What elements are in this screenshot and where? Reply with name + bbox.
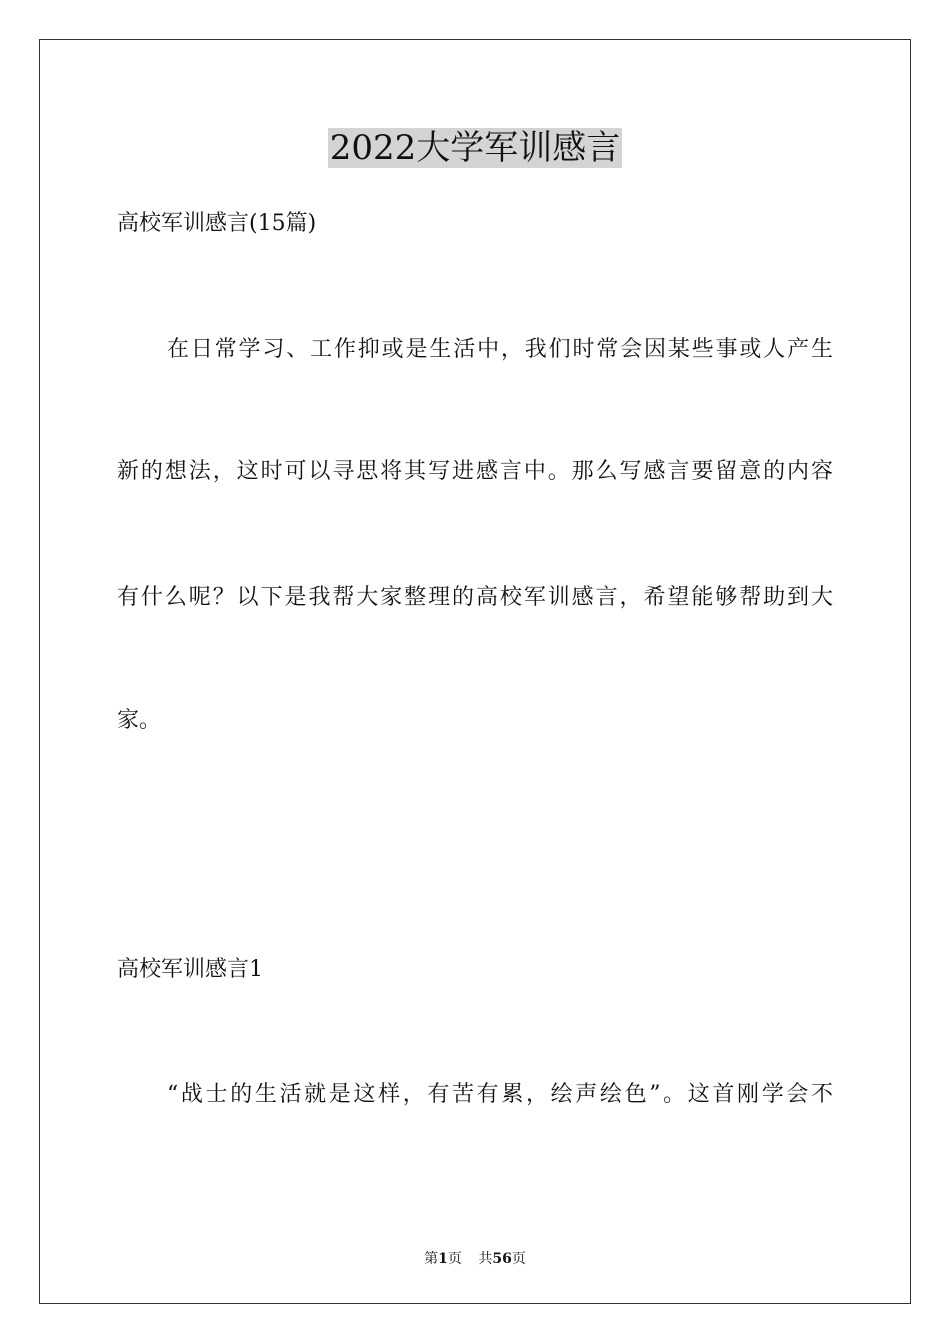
- document-title: 2022大学军训感言: [329, 128, 621, 168]
- page-prefix: 第: [424, 1251, 439, 1267]
- intro-line-2: 新的想法，这时可以寻思将其写进感言中。那么写感言要留意的内容: [117, 459, 833, 484]
- section-paragraph-line-1: “战士的生活就是这样，有苦有累，绘声绘色”。这首刚学会不: [167, 1082, 833, 1107]
- page-footer: [0, 1248, 950, 1268]
- total-indicator: [478, 1251, 525, 1267]
- intro-line-4: 家。: [117, 708, 162, 733]
- page-number: 1: [438, 1251, 448, 1267]
- intro-line-3: 有什么呢？以下是我帮大家整理的高校军训感言，希望能够帮助到大: [117, 585, 833, 610]
- total-suffix: 页: [511, 1251, 526, 1267]
- document-subtitle: 高校军训感言(15篇): [117, 211, 317, 236]
- total-prefix: 共: [478, 1251, 493, 1267]
- intro-line-1: 在日常学习、工作抑或是生活中，我们时常会因某些事或人产生: [167, 337, 833, 362]
- page-indicator: [424, 1251, 462, 1267]
- page-suffix: 页: [447, 1251, 462, 1267]
- section-heading: 高校军训感言1: [117, 957, 263, 982]
- total-pages: 56: [492, 1251, 512, 1267]
- title-container: [0, 128, 950, 168]
